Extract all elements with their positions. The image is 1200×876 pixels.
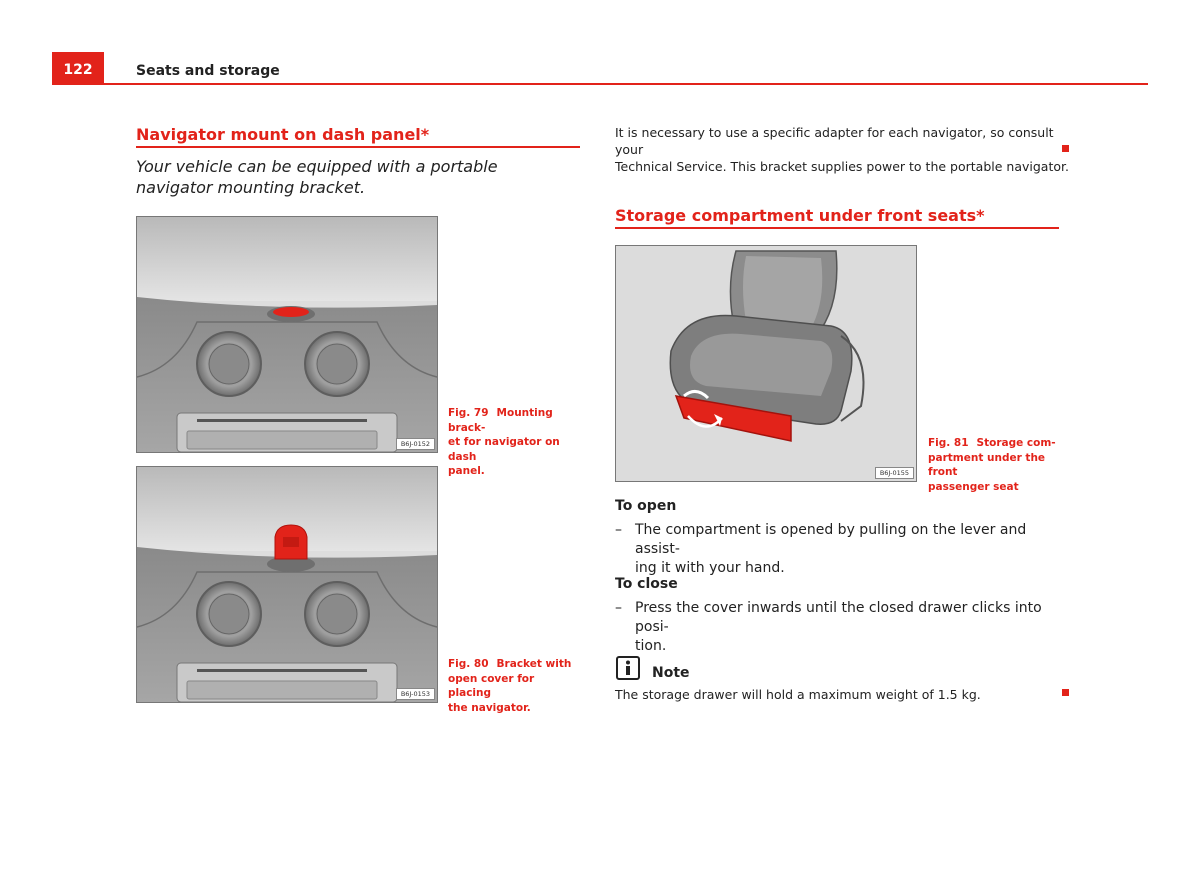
note-label: Note — [652, 665, 690, 681]
page-number: 122 — [63, 62, 93, 78]
figure-80 — [136, 466, 438, 703]
caption-line: passenger seat — [928, 480, 1019, 493]
caption-line: et for navigator on dash — [448, 436, 560, 463]
figure-code: B6J-0152 — [396, 438, 435, 450]
figure-code: B6J-0153 — [396, 688, 435, 700]
caption-line: Bracket with — [496, 658, 572, 670]
note-text: The storage drawer will hold a maximum weight of 1.5 kg. — [615, 687, 981, 702]
paragraph-line: Technical Service. This bracket supplies power to the portable navigator. — [615, 159, 1069, 174]
figure-number: Fig. 79 — [448, 407, 489, 419]
step-line: The compartment is opened by pulling on the lever and assist- — [635, 522, 1027, 557]
step-line: ing it with your hand. — [635, 560, 785, 576]
list-dash: – — [615, 522, 622, 538]
figure-number: Fig. 81 — [928, 437, 969, 449]
dash-panel-illustration — [137, 217, 437, 452]
info-glyph — [622, 660, 634, 676]
heading-rule — [136, 146, 580, 148]
dash-bracket-open-illustration — [137, 467, 437, 702]
figure-79-caption — [448, 406, 578, 479]
figure-79 — [136, 216, 438, 453]
caption-line: open cover for placing — [448, 672, 535, 699]
figure-81-caption — [928, 436, 1068, 494]
step-text — [635, 521, 1065, 578]
to-close-label: To close — [615, 576, 678, 592]
figure-number: Fig. 80 — [448, 658, 489, 670]
header-rule — [104, 83, 1148, 85]
caption-line: the navigator. — [448, 701, 531, 714]
to-open-step — [615, 521, 1065, 578]
seat-storage-illustration — [616, 246, 916, 481]
adapter-paragraph — [615, 124, 1085, 175]
section-title: Seats and storage — [136, 63, 280, 79]
caption-line: partment under the front — [928, 451, 1046, 478]
figure-81 — [615, 245, 917, 482]
info-icon — [616, 656, 640, 680]
to-close-step — [615, 599, 1065, 656]
list-dash: – — [615, 600, 622, 616]
step-line: Press the cover inwards until the closed drawer clicks into posi- — [635, 600, 1042, 635]
storage-heading: Storage compartment under front seats* — [615, 206, 985, 225]
caption-line: panel. — [448, 465, 485, 477]
caption-line: Storage com- — [976, 437, 1056, 449]
caption-line: Mounting brack- — [448, 407, 553, 434]
end-of-section-mark — [1062, 689, 1069, 696]
figure-code: B6J-0155 — [875, 467, 914, 479]
step-line: tion. — [635, 638, 667, 654]
paragraph-line: It is necessary to use a specific adapter for each navigator, so consult your — [615, 125, 1054, 157]
navigator-mount-heading: Navigator mount on dash panel* — [136, 125, 430, 144]
heading-rule — [615, 227, 1059, 229]
to-open-label: To open — [615, 498, 677, 514]
figure-80-caption — [448, 657, 578, 715]
end-of-section-mark — [1062, 145, 1069, 152]
intro-text: Your vehicle can be equipped with a portable navigator mounting bracket. — [136, 157, 498, 197]
step-text — [635, 599, 1065, 656]
